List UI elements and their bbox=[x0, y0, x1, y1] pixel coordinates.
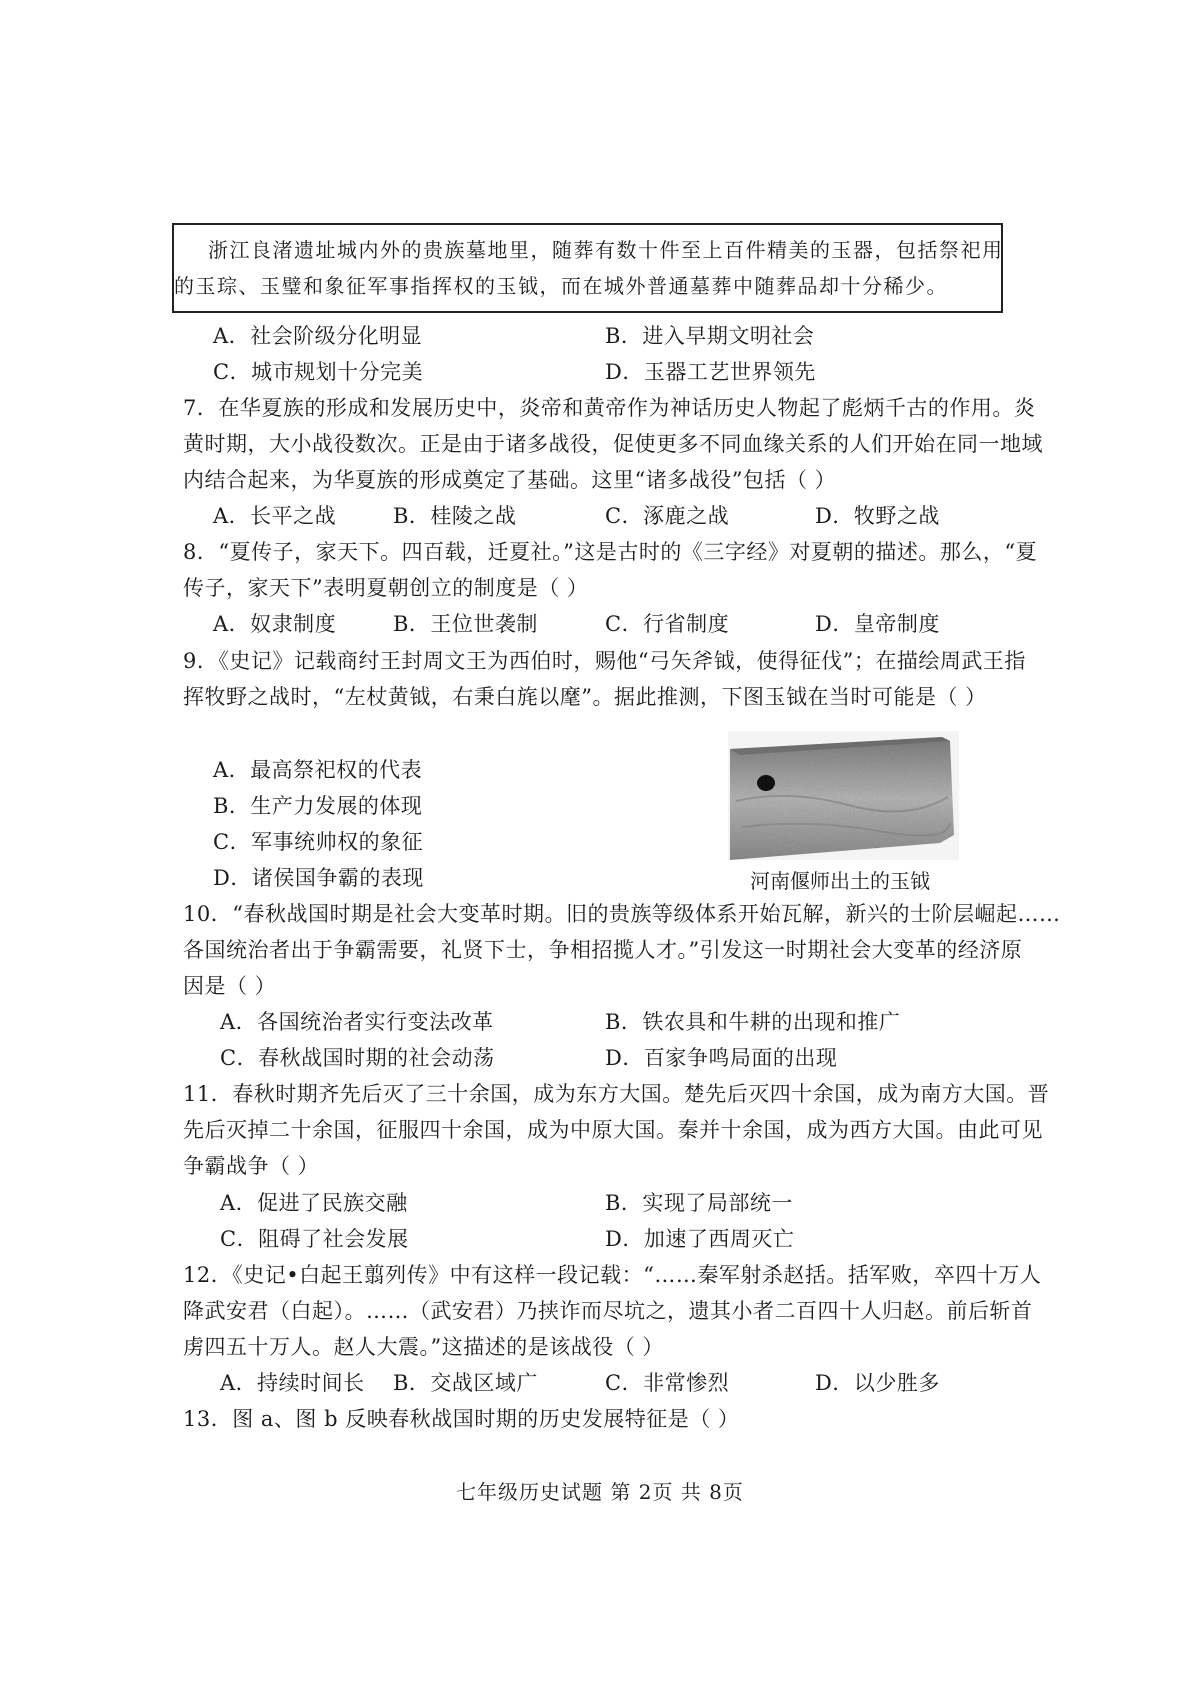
q10-stem-line-1: 10．“春秋战国时期是社会大变革时期。旧的贵族等级体系开始瓦解，新兴的士阶层崛起…… bbox=[183, 902, 1061, 926]
q12-stem-line-2: 降武安君（白起）。……（武安君）乃挟诈而尽坑之，遗其小者二百四十人归赵。前后斩首 bbox=[183, 1299, 1033, 1323]
q9-option-b: B．生产力发展的体现 bbox=[213, 794, 423, 818]
q11-stem-line-3: 争霸战争（ ） bbox=[183, 1154, 320, 1178]
q8-stem-line-1: 8．“夏传子，家天下。四百载，迁夏社。”这是古时的《三字经》对夏朝的描述。那么，“夏 bbox=[183, 540, 1038, 564]
q9-stem-line-2: 挥牧野之战时，“左杖黄钺，右秉白旄以麾”。据此推测，下图玉钺在当时可能是（ ） bbox=[183, 685, 987, 709]
jade-yue-photo bbox=[728, 731, 959, 860]
q8-option-b: B．王位世袭制 bbox=[393, 612, 538, 636]
q12-stem-line-3: 虏四五十万人。赵人大震。”这描述的是该战役（ ） bbox=[183, 1335, 664, 1359]
page-footer: 七年级历史试题 第 2页 共 8页 bbox=[456, 1480, 744, 1504]
q11-option-a: A．促进了民族交融 bbox=[220, 1191, 408, 1215]
q7-stem-line-2: 黄时期，大小战役数次。正是由于诸多战役，促使更多不同血缘关系的人们开始在同一地域 bbox=[183, 432, 1043, 456]
q8-option-a: A．奴隶制度 bbox=[213, 612, 337, 636]
q9-option-a: A．最高祭祀权的代表 bbox=[213, 758, 423, 782]
q7-option-a: A．长平之战 bbox=[213, 504, 337, 528]
q7-stem-line-3: 内结合起来，为华夏族的形成奠定了基础。这里“诸多战役”包括（ ） bbox=[183, 468, 837, 492]
q12-option-d: D．以少胜多 bbox=[815, 1371, 940, 1395]
q11-stem-line-1: 11．春秋时期齐先后灭了三十余国，成为东方大国。楚先后灭四十余国，成为南方大国。晋 bbox=[183, 1082, 1050, 1106]
q11-option-d: D．加速了西周灭亡 bbox=[605, 1227, 795, 1251]
q12-option-b: B．交战区域广 bbox=[393, 1371, 538, 1395]
q12-option-c: C．非常惨烈 bbox=[605, 1371, 730, 1395]
q11-stem-line-2: 先后灭掉二十余国，征服四十余国，成为中原大国。秦并十余国，成为西方大国。由此可见 bbox=[183, 1118, 1043, 1142]
q10-option-a: A．各国统治者实行变法改革 bbox=[220, 1010, 494, 1034]
q6-option-c: C．城市规划十分完美 bbox=[213, 360, 424, 384]
q8-stem-line-2: 传子，家天下”表明夏朝创立的制度是（ ） bbox=[183, 576, 589, 600]
q10-stem-line-2: 各国统治者出于争霸需要，礼贤下士，争相招揽人才。”引发这一时期社会大变革的经济原 bbox=[183, 938, 1023, 962]
q12-option-a: A．持续时间长 bbox=[220, 1371, 365, 1395]
q11-option-b: B．实现了局部统一 bbox=[605, 1191, 793, 1215]
q9-option-c: C．军事统帅权的象征 bbox=[213, 830, 424, 854]
q9-option-d: D．诸侯国争霸的表现 bbox=[213, 866, 424, 890]
q8-option-d: D．皇帝制度 bbox=[815, 612, 940, 636]
q7-option-c: C．涿鹿之战 bbox=[605, 504, 730, 528]
material-line-1: 浙江良渚遗址城内外的贵族墓地里，随葬有数十件至上百件精美的玉器，包括祭祀用 bbox=[208, 238, 1004, 262]
q10-stem-line-3: 因是（ ） bbox=[183, 974, 277, 998]
q11-option-c: C．阻碍了社会发展 bbox=[220, 1227, 409, 1251]
q7-stem-line-1: 7．在华夏族的形成和发展历史中，炎帝和黄帝作为神话历史人物起了彪炳千古的作用。炎 bbox=[183, 396, 1036, 420]
q7-option-d: D．牧野之战 bbox=[815, 504, 940, 528]
q9-image-caption: 河南偃师出土的玉钺 bbox=[750, 869, 930, 893]
q10-option-d: D．百家争鸣局面的出现 bbox=[605, 1046, 838, 1070]
material-line-2: 的玉琮、玉璧和象征军事指挥权的玉钺，而在城外普通墓葬中随葬品却十分稀少。 bbox=[174, 274, 948, 298]
q6-option-a: A．社会阶级分化明显 bbox=[213, 324, 423, 348]
material-box bbox=[172, 223, 1003, 313]
q7-option-b: B．桂陵之战 bbox=[393, 504, 517, 528]
jade-hole bbox=[757, 775, 775, 791]
q9-stem-line-1: 9．《史记》记载商纣王封周文王为西伯时，赐他“弓矢斧钺，使得征伐”；在描绘周武王指 bbox=[183, 649, 1026, 673]
q8-option-c: C．行省制度 bbox=[605, 612, 730, 636]
q12-stem-line-1: 12．《史记•白起王翦列传》中有这样一段记载：“……秦军射杀赵括。括军败，卒四十万人 bbox=[183, 1263, 1042, 1287]
q10-option-b: B．铁农具和牛耕的出现和推广 bbox=[605, 1010, 901, 1034]
q10-option-c: C．春秋战国时期的社会动荡 bbox=[220, 1046, 495, 1070]
q13-stem-line-1: 13．图 a、图 b 反映春秋战国时期的历史发展特征是（ ） bbox=[183, 1407, 740, 1431]
q6-option-d: D．玉器工艺世界领先 bbox=[605, 360, 816, 384]
q6-option-b: B．进入早期文明社会 bbox=[605, 324, 815, 348]
